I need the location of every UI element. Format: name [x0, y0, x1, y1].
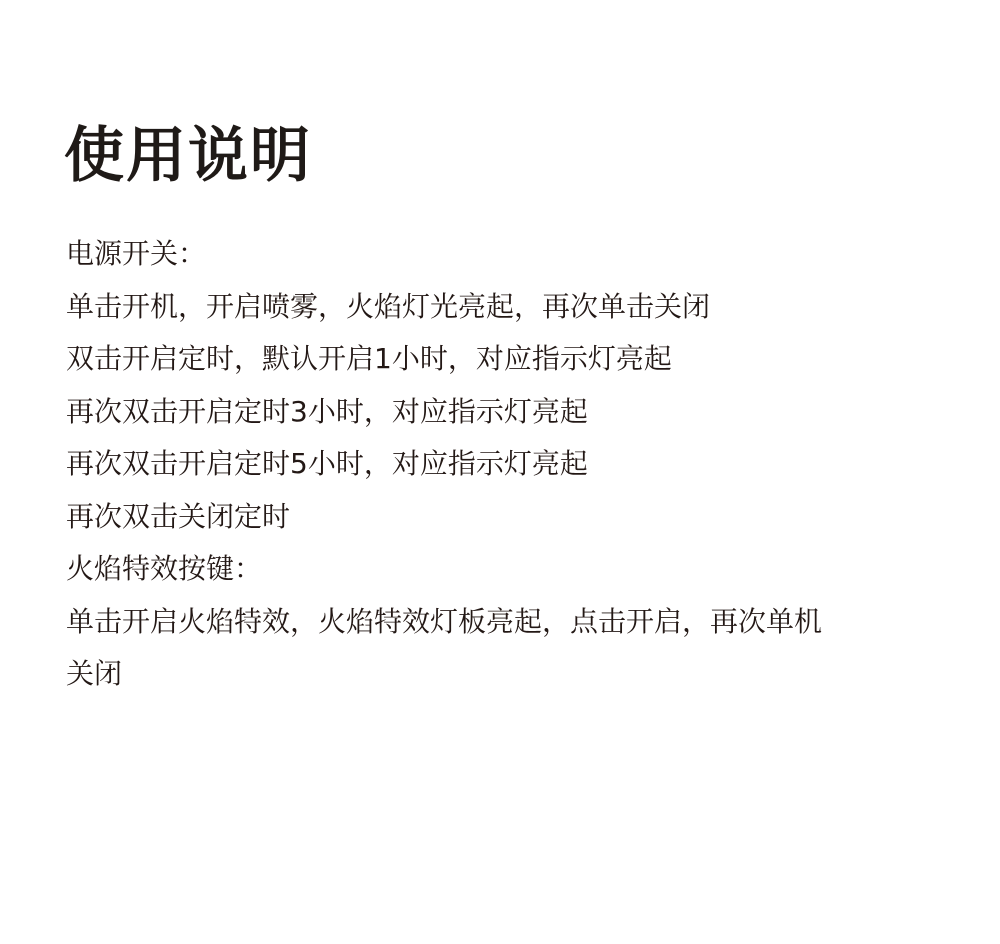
instruction-text	[66, 228, 946, 701]
instruction-line: 单击开启火焰特效，火焰特效灯板亮起，点击开启，再次单机	[66, 604, 823, 638]
instruction-line: 再次双击关闭定时	[66, 499, 291, 533]
instruction-line: 再次双击开启定时3小时，对应指示灯亮起	[66, 394, 588, 428]
section-heading-flame-effect-button: 火焰特效按键：	[66, 552, 263, 585]
page-title: 使用说明	[64, 121, 312, 191]
instruction-line: 双击开启定时，默认开启1小时，对应指示灯亮起	[66, 342, 672, 375]
section-heading-power-switch: 电源开关：	[66, 237, 207, 270]
instruction-line: 单击开机，开启喷雾，火焰灯光亮起，再次单击关闭	[66, 289, 711, 323]
instruction-line: 再次双击开启定时5小时，对应指示灯亮起	[66, 447, 588, 480]
instruction-line: 关闭	[66, 657, 123, 690]
